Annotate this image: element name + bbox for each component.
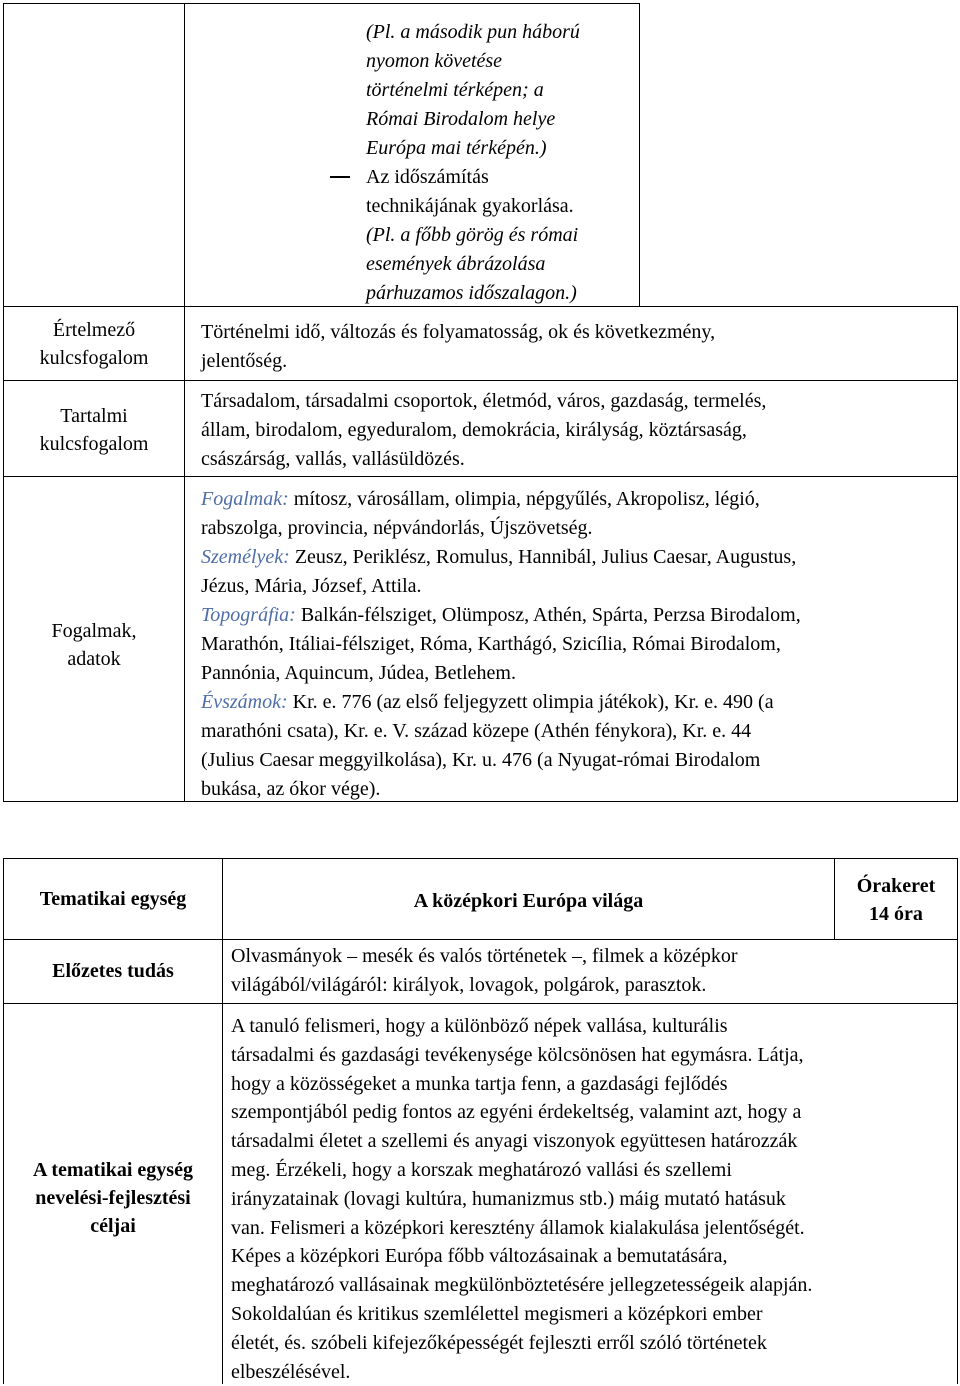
entry-evszamok xyxy=(201,688,953,804)
elozetes-tudas-label xyxy=(4,957,222,985)
label-line: adatok xyxy=(67,648,121,670)
entry-key: Topográfia: xyxy=(201,604,296,626)
text-line: meghatározó vallásainak megkülönböztetésére jellegzetességeik alapján. xyxy=(231,1274,813,1297)
label-line: céljai xyxy=(90,1215,136,1237)
text-line: világából/világáról: királyok, lovagok, polgárok, parasztok. xyxy=(231,974,707,996)
text-line: meg. Érzékeli, hogy a korszak meghatározó vallási és szellemi xyxy=(231,1158,732,1181)
label-line: kulcsfogalom xyxy=(39,347,149,369)
unit-title xyxy=(223,887,834,915)
entry-text: Zeusz, Periklész, Romulus, Hannibál, Julius Caesar, Augustus, xyxy=(289,546,797,568)
entry-key: Fogalmak: xyxy=(201,488,289,510)
text-line: rabszolga, provincia, népvándorlás, Újszövetség. xyxy=(201,517,593,539)
text-line: társadalmi életet a szellemi és anyagi viszonyok együttesen határozzák xyxy=(231,1130,798,1153)
text-line: Történelmi idő, változás és folyamatosság, ok és következmény, xyxy=(201,321,716,343)
entry-text: Balkán-félsziget, Olümposz, Athén, Spárta, Perzsa Birodalom, xyxy=(295,604,801,626)
text-line: Európa mai térképén.) xyxy=(366,137,547,159)
text-line: marathóni csata), Kr. e. V. század közepe (Athén fénykora), Kr. e. 44 xyxy=(201,720,752,742)
text-line: A tanuló felismeri, hogy a különböző népek vallása, kulturális xyxy=(231,1015,728,1037)
title-text: A középkori Európa világa xyxy=(413,890,644,912)
text-line xyxy=(201,485,953,514)
text-line: császárság, vallás, vallásüldözés. xyxy=(201,448,465,470)
entry-text: mítosz, városállam, olimpia, népgyűlés, Akropolisz, légió, xyxy=(288,488,760,510)
text-line: (Pl. a főbb görög és római xyxy=(366,224,579,246)
entry-szemelyek xyxy=(201,543,953,601)
orakeret-cell xyxy=(835,872,957,928)
entry-key: Évszámok: xyxy=(201,691,288,713)
text-line: szempontjából pedig fontos az egyéni érdekeltség, valamint azt, hogy a xyxy=(231,1101,802,1124)
text-line: párhuzamos időszalagon.) xyxy=(366,282,577,304)
text-line: események ábrázolása xyxy=(366,253,546,275)
label-text: Előzetes tudás xyxy=(52,960,174,982)
celok-label xyxy=(4,1156,222,1240)
text-line: van. Felismeri a középkori keresztény államok kialakulása jelentőségét. xyxy=(231,1216,805,1239)
row-text-fogalmak xyxy=(201,485,953,804)
label-line: Értelmező xyxy=(52,319,136,341)
text-line: technikájának gyakorlása. xyxy=(366,195,574,217)
label-line: Fogalmak, xyxy=(51,620,137,642)
elozetes-tudas-text xyxy=(231,942,951,1000)
continued-cell xyxy=(366,18,638,308)
text-line: Római Birodalom helye xyxy=(366,108,556,130)
text-line: jelentőség. xyxy=(201,350,288,372)
text-line: életét, és. szóbeli kifejezőképességét fejleszti erről szóló történetek xyxy=(231,1331,767,1354)
text-line: Marathón, Itáliai-félsziget, Róma, Karthágó, Szicília, Római Birodalom, xyxy=(201,633,781,655)
text-line xyxy=(201,688,953,717)
text-line: állam, birodalom, egyeduralom, demokrácia, királyság, köztársaság, xyxy=(201,419,747,441)
label-line: kulcsfogalom xyxy=(39,433,149,455)
label-line: Tartalmi xyxy=(60,405,128,427)
text-line: (Julius Caesar meggyilkolása), Kr. u. 476 (a Nyugat-római Birodalom xyxy=(201,749,761,771)
orakeret-label: Órakeret xyxy=(856,875,936,897)
dash-bullet-icon xyxy=(330,176,350,178)
row-text-tartalmi xyxy=(201,387,951,474)
entry-fogalmak xyxy=(201,485,953,543)
text-line: Az időszámítás xyxy=(366,166,489,188)
row-text-ertelmezo xyxy=(201,318,951,376)
text-line: bukása, az ókor vége). xyxy=(201,778,381,800)
timeline-practice-note xyxy=(366,221,638,308)
text-line: Jézus, Mária, József, Attila. xyxy=(201,575,422,597)
entry-topografia xyxy=(201,601,953,688)
text-line: elbeszélésével. xyxy=(231,1360,351,1383)
text-line xyxy=(201,543,953,572)
row-label-ertelmezo xyxy=(4,316,184,372)
text-line: Pannónia, Aquincum, Júdea, Betlehem. xyxy=(201,662,516,684)
row-label-tartalmi xyxy=(4,402,184,458)
celok-text xyxy=(231,1012,953,1386)
entry-text: Kr. e. 776 (az első feljegyzett olimpia játékok), Kr. e. 490 (a xyxy=(287,691,774,713)
text-line xyxy=(201,601,953,630)
text-line: történelmi térképen; a xyxy=(366,79,544,101)
row-label-fogalmak xyxy=(4,617,184,673)
entry-key: Személyek: xyxy=(201,546,290,568)
orakeret-value: 14 óra xyxy=(869,903,923,925)
text-line: (Pl. a második pun háború xyxy=(366,21,580,43)
label-line: nevelési-fejlesztési xyxy=(35,1187,191,1209)
map-practice-note xyxy=(366,18,638,163)
text-line: Sokoldalúan és kritikus szemlélettel megismeri a középkori ember xyxy=(231,1302,763,1325)
text-line: nyomon követése xyxy=(366,50,503,72)
text-line: Társadalom, társadalmi csoportok, életmód, város, gazdaság, termelés, xyxy=(201,390,767,412)
text-line: irányzatainak (lovagi kultúra, humanizmus stb.) máig mutató hatásuk xyxy=(231,1187,786,1210)
label-text: Tematikai egység xyxy=(39,888,187,910)
bullet-item xyxy=(366,163,638,221)
text-line: társadalmi és gazdasági tevékenysége kölcsönösen hat egymásra. Látja, xyxy=(231,1043,804,1066)
tematikai-egyseg-label xyxy=(4,885,222,913)
text-line: hogy a közösségeket a munka tartja fenn, a gazdasági fejlődés xyxy=(231,1072,728,1095)
label-line: A tematikai egység xyxy=(33,1159,193,1181)
text-line: Olvasmányok – mesék és valós történetek –, filmek a középkor xyxy=(231,945,738,967)
text-line: Képes a középkori Európa főbb változásainak a bemutatására, xyxy=(231,1245,728,1268)
